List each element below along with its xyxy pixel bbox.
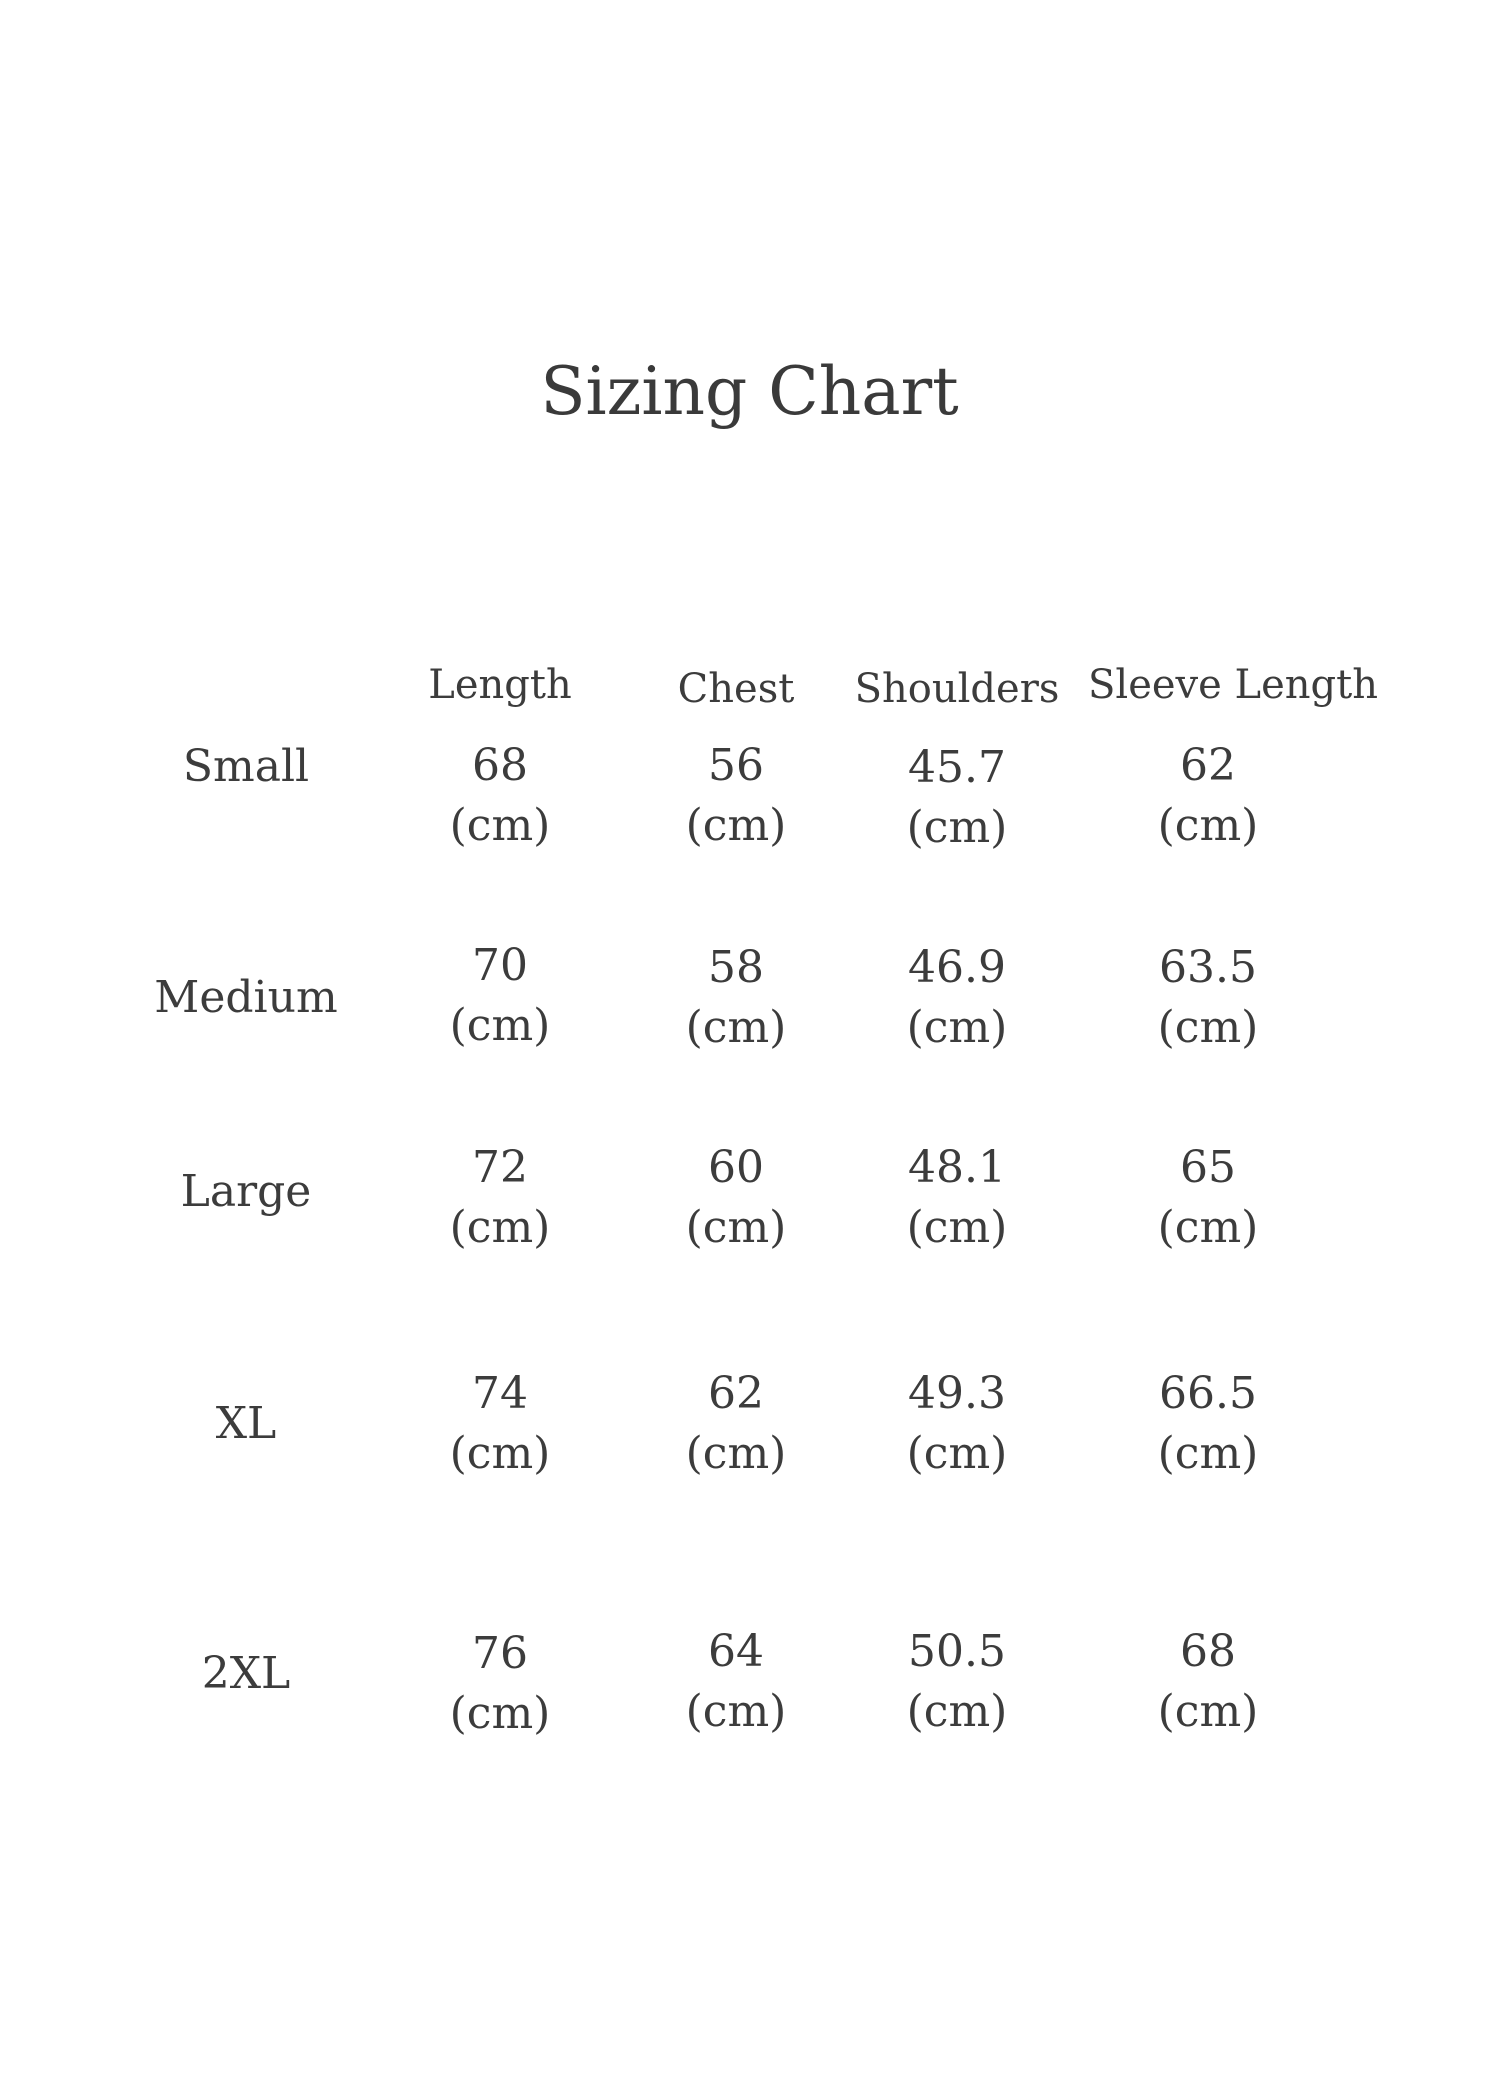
value-number: 72	[472, 1142, 528, 1193]
value-number: 56	[708, 740, 764, 791]
chest-value	[636, 736, 836, 856]
column-header-shoulders: Shoulders	[854, 666, 1060, 712]
unit-label: (cm)	[906, 1002, 1008, 1053]
length-value	[400, 936, 600, 1056]
sleeve-length-value	[1108, 736, 1308, 856]
value-number: 62	[1180, 740, 1236, 791]
length-value	[400, 736, 600, 856]
unit-label: (cm)	[1157, 1686, 1259, 1737]
shoulders-value	[857, 1364, 1057, 1484]
unit-label: (cm)	[449, 1428, 551, 1479]
value-number: 70	[472, 940, 528, 991]
value-number: 62	[708, 1368, 764, 1419]
column-header-sleeve-length: Sleeve Length	[1088, 662, 1378, 708]
shoulders-value	[857, 938, 1057, 1058]
chest-value	[636, 1364, 836, 1484]
length-value	[400, 1138, 600, 1258]
length-value	[400, 1624, 600, 1744]
unit-label: (cm)	[906, 1686, 1008, 1737]
unit-label: (cm)	[449, 1000, 551, 1051]
size-label: Small	[182, 741, 310, 792]
unit-label: (cm)	[1157, 800, 1259, 851]
length-value	[400, 1364, 600, 1484]
value-number: 65	[1180, 1142, 1236, 1193]
unit-label: (cm)	[685, 1428, 787, 1479]
unit-label: (cm)	[1157, 1002, 1259, 1053]
size-label: Large	[180, 1166, 312, 1217]
value-number: 50.5	[908, 1626, 1006, 1677]
unit-label: (cm)	[1157, 1202, 1259, 1253]
value-number: 45.7	[908, 742, 1006, 793]
unit-label: (cm)	[685, 1686, 787, 1737]
value-number: 76	[472, 1628, 528, 1679]
sleeve-length-value	[1108, 1138, 1308, 1258]
value-number: 63.5	[1159, 942, 1257, 993]
unit-label: (cm)	[1157, 1428, 1259, 1479]
shoulders-value	[857, 1138, 1057, 1258]
column-header-length: Length	[428, 662, 572, 708]
value-number: 58	[708, 942, 764, 993]
size-label: Medium	[154, 972, 338, 1023]
column-header-chest: Chest	[677, 666, 795, 712]
size-label: 2XL	[201, 1648, 291, 1699]
sleeve-length-value	[1108, 938, 1308, 1058]
chest-value	[636, 1622, 836, 1742]
value-number: 60	[708, 1142, 764, 1193]
value-number: 46.9	[908, 942, 1006, 993]
chest-value	[636, 1138, 836, 1258]
unit-label: (cm)	[906, 1202, 1008, 1253]
unit-label: (cm)	[685, 1002, 787, 1053]
value-number: 66.5	[1159, 1368, 1257, 1419]
shoulders-value	[857, 1622, 1057, 1742]
sleeve-length-value	[1108, 1364, 1308, 1484]
sleeve-length-value	[1108, 1622, 1308, 1742]
unit-label: (cm)	[449, 1202, 551, 1253]
unit-label: (cm)	[906, 1428, 1008, 1479]
unit-label: (cm)	[449, 1688, 551, 1739]
unit-label: (cm)	[685, 800, 787, 851]
value-number: 48.1	[908, 1142, 1006, 1193]
size-label: XL	[215, 1398, 277, 1449]
shoulders-value	[857, 738, 1057, 858]
value-number: 64	[708, 1626, 764, 1677]
unit-label: (cm)	[449, 800, 551, 851]
unit-label: (cm)	[906, 802, 1008, 853]
value-number: 74	[472, 1368, 528, 1419]
value-number: 68	[1180, 1626, 1236, 1677]
value-number: 68	[472, 740, 528, 791]
chest-value	[636, 938, 836, 1058]
unit-label: (cm)	[685, 1202, 787, 1253]
page-title: Sizing Chart	[540, 353, 959, 430]
value-number: 49.3	[908, 1368, 1006, 1419]
